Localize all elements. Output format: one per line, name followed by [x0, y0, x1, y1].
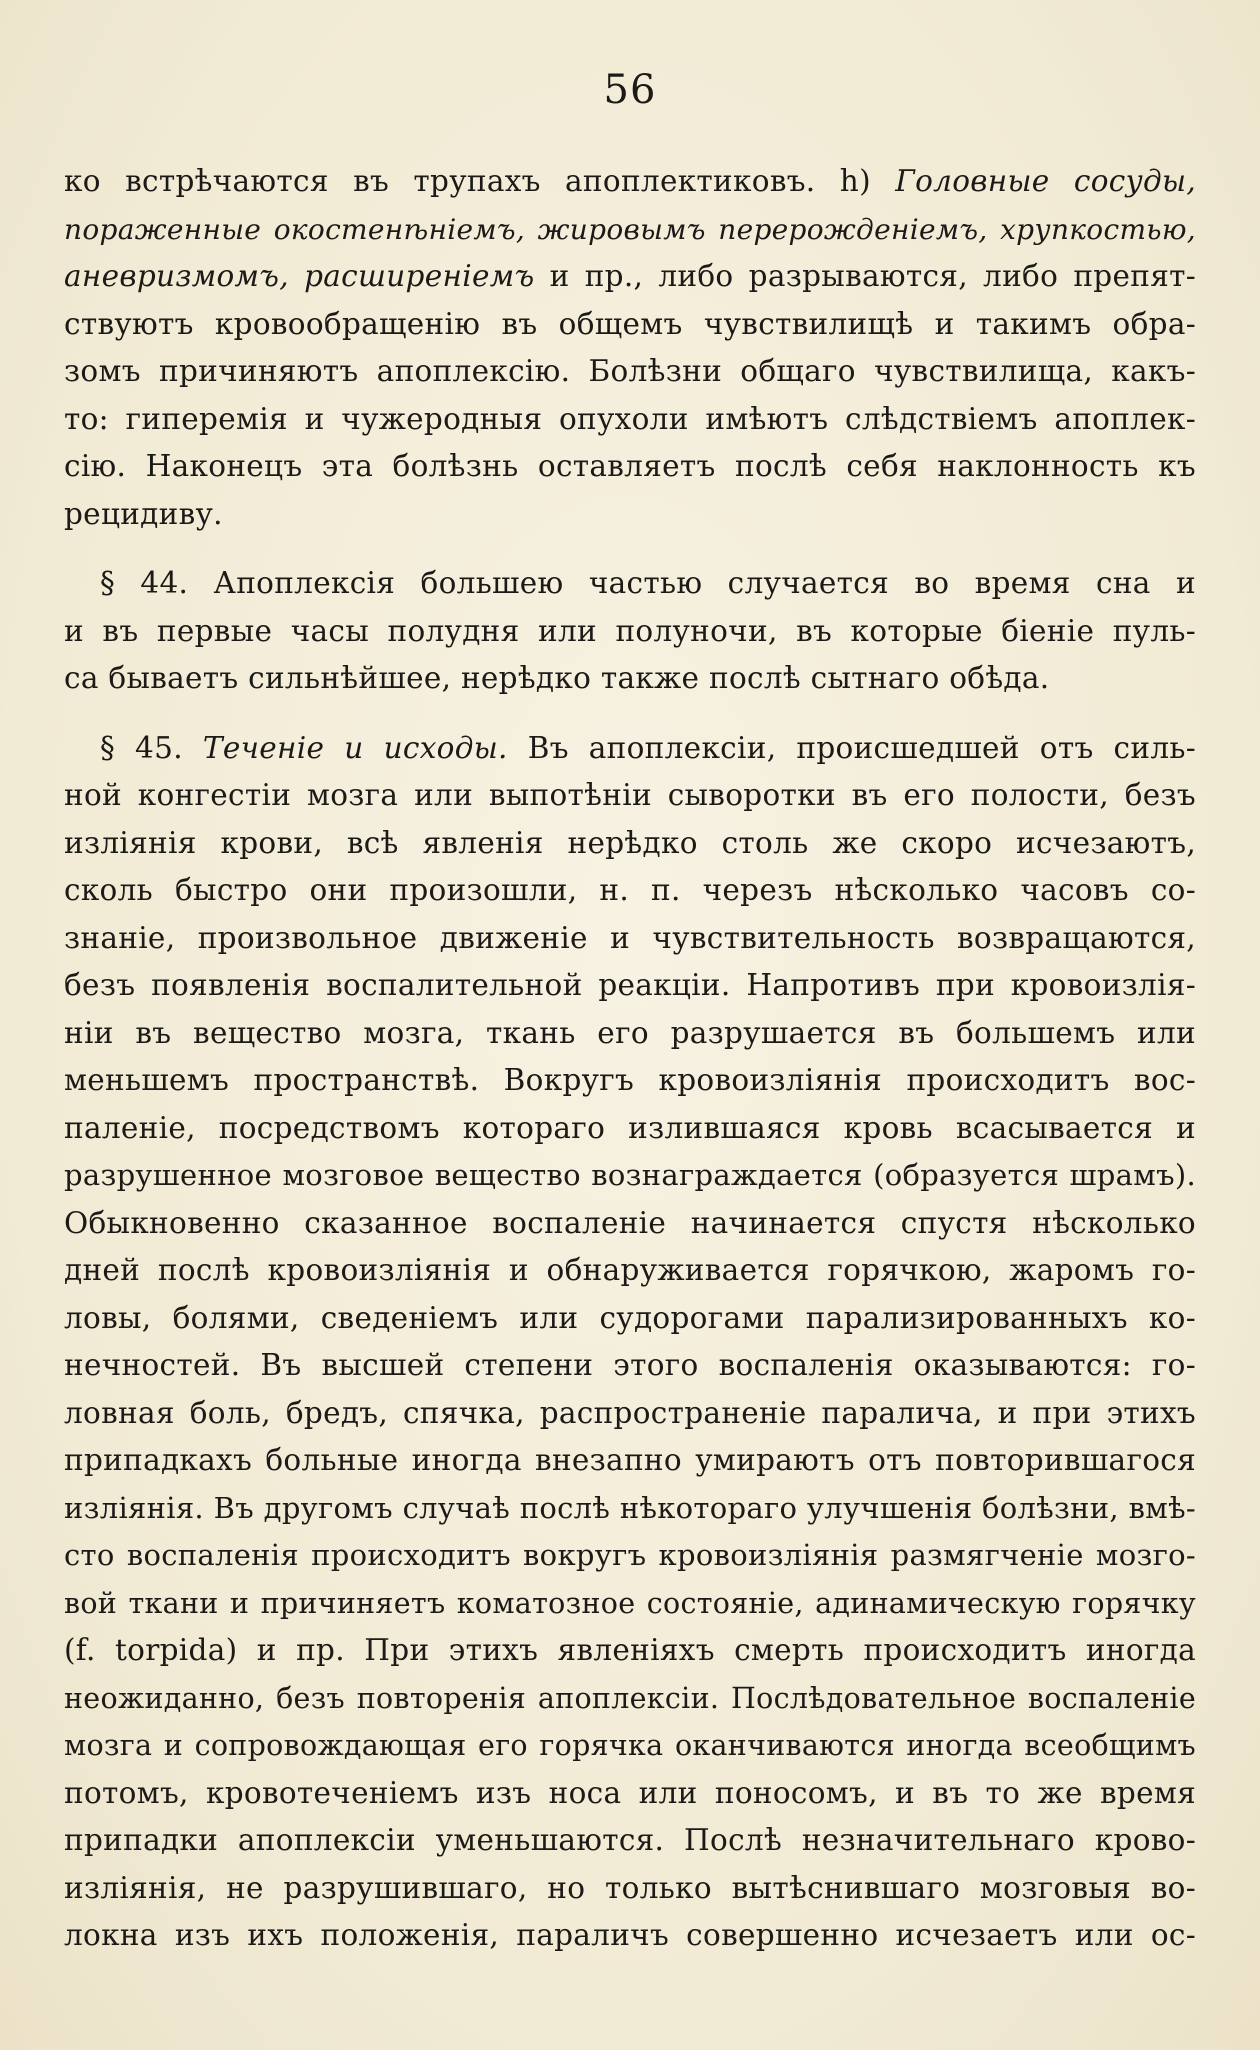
text-line: § 44. Апоплексія большею частью случается во время сна и [100, 566, 1196, 600]
text-line: § 45. Теченіе и исходы. Въ апоплексіи, происшедшей отъ силь- [100, 730, 1196, 765]
text-line: знаніе, произвольное движеніе и чувствительность возвращаются, [64, 920, 1196, 955]
text-line: неожиданно, безъ повторенія апоплексіи. Послѣдовательное воспаленіе [64, 1681, 1196, 1715]
text-line: потомъ, кровотеченіемъ изъ носа или поносомъ, и въ то же время [64, 1775, 1196, 1810]
text-line: зомъ причиняютъ апоплексію. Болѣзни общаго чувствилища, какъ- [64, 354, 1196, 388]
text-line: изліянія, не разрушившаго, но только вытѣснившаго мозговыя во- [64, 1870, 1196, 1905]
text-line: рецидиву. [64, 496, 223, 531]
text-line: (f. torpida) и пр. При этихъ явленіяхъ смерть происходитъ иногда [64, 1633, 1196, 1667]
text-line: безъ появленія воспалительной реакціи. Напротивъ при кровоизлія- [64, 968, 1196, 1002]
text-line: ствуютъ кровообращенію въ общемъ чувствилищѣ и такимъ обра- [64, 306, 1196, 341]
text-line: локна изъ ихъ положенія, параличъ совершенно исчезаетъ или ос- [64, 1918, 1196, 1952]
section-44 [64, 560, 1196, 703]
text-line: сколь быстро они произошли, н. п. черезъ нѣсколько часовъ со- [64, 873, 1196, 907]
section-45 [64, 725, 1196, 1960]
text-line: Обыкновенно сказанное воспаленіе начинается спустя нѣсколько [64, 1205, 1196, 1240]
text-line: са бываетъ сильнѣйшее, нерѣдко также послѣ сытнаго обѣда. [64, 661, 1050, 695]
text-line: дней послѣ кровоизліянія и обнаруживается горячкою, жаромъ го- [64, 1253, 1196, 1287]
text-line: пораженные окостенѣніемъ, жировымъ перерожденіемъ, хрупкостью, [64, 212, 1196, 246]
text-line: ловная боль, бредъ, спячка, распространеніе паралича, и при этихъ [64, 1395, 1196, 1430]
text-line: меньшемъ пространствѣ. Вокругъ кровоизліянія происходитъ вос- [64, 1063, 1196, 1097]
text-line: сію. Наконецъ эта болѣзнь оставляетъ послѣ себя наклонность къ [64, 449, 1196, 483]
text-line: аневризмомъ, расширеніемъ и пр., либо разрываются, либо препят- [64, 259, 1196, 293]
text-line: изліянія. Въ другомъ случаѣ послѣ нѣкотораго улучшенія болѣзни, вмѣ- [64, 1490, 1196, 1525]
text-line: мозга и сопровождающая его горячка оканчиваются иногда всеобщимъ [64, 1729, 1196, 1762]
text-line: ніи въ вещество мозга, ткань его разрушается въ большемъ или [64, 1015, 1196, 1050]
text-line: то: гиперемія и чужеродныя опухоли имѣютъ слѣдствіемъ апоплек- [64, 401, 1196, 436]
text-line: припадкахъ больные иногда внезапно умираютъ отъ повторившагося [64, 1443, 1196, 1477]
paragraph-continuation [64, 158, 1196, 538]
text-line: ко встрѣчаются въ трупахъ апоплектиковъ. h) Головные сосуды, [64, 164, 1196, 198]
text-line: и въ первые часы полудня или полуночи, въ которые біеніе пуль- [64, 613, 1196, 648]
text-line: припадки апоплексіи уменьшаются. Послѣ незначительнаго крово- [64, 1823, 1196, 1857]
body-text [64, 158, 1196, 1960]
text-line: ловы, болями, сведеніемъ или судорогами парализированныхъ ко- [64, 1300, 1196, 1335]
text-line: паленіе, посредствомъ котораго излившаяся кровь всасывается и [64, 1110, 1196, 1145]
text-line: разрушенное мозговое вещество вознаграждается (образуется шрамъ). [64, 1158, 1196, 1192]
text-line: изліянія крови, всѣ явленія нерѣдко столь же скоро исчезаютъ, [64, 825, 1196, 860]
page-number: 56 [603, 67, 657, 113]
text-line: сто воспаленія происходитъ вокругъ кровоизліянія размягченіе мозго- [64, 1538, 1196, 1572]
text-line: вой ткани и причиняетъ коматозное состояніе, адинамическую горячку [64, 1586, 1196, 1620]
text-line: нечностей. Въ высшей степени этого воспаленія оказываются: го- [64, 1348, 1196, 1382]
text-line: ной конгестіи мозга или выпотѣніи сыворотки въ его полости, безъ [64, 778, 1196, 812]
